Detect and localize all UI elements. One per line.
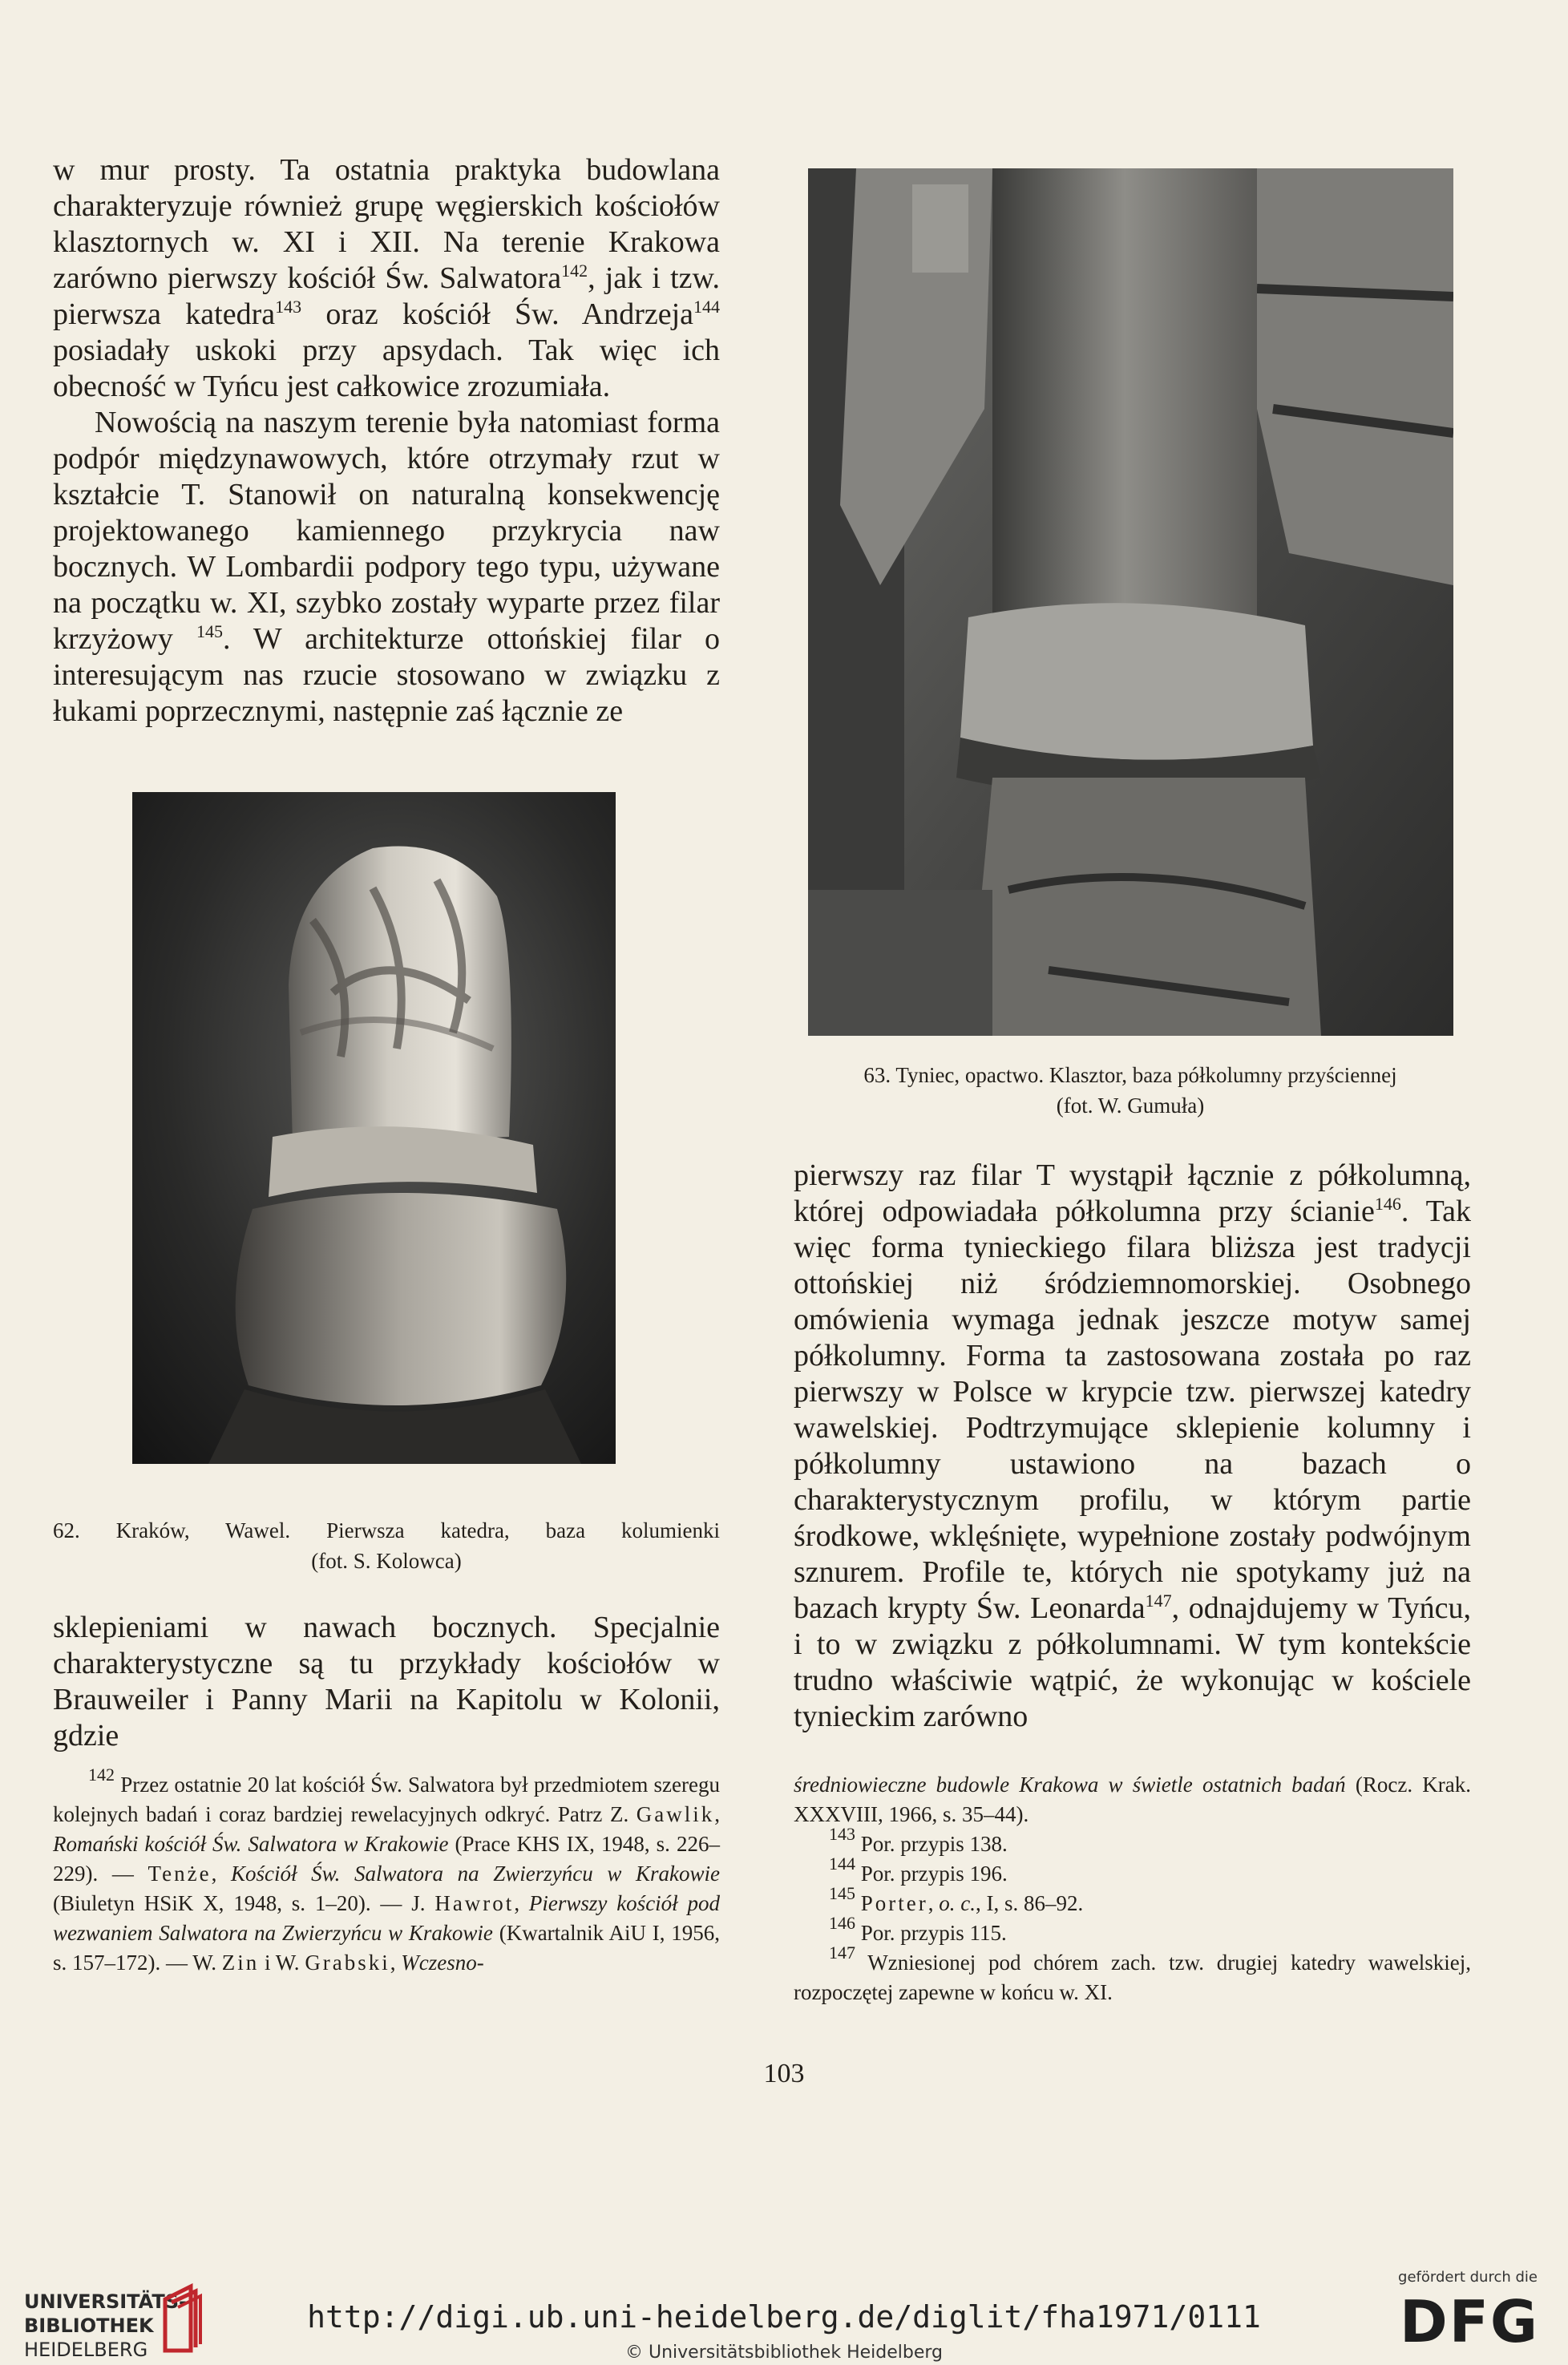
- footnote-ref-147: 147: [1145, 1591, 1172, 1611]
- footnote-142-continued: średniowieczne budowle Krakowa w świetle ostatnich badań (Rocz. Krak. XXXVIII, 1966, s. 35–44).: [794, 1773, 1471, 1826]
- footnotes-right: [794, 1770, 1471, 2007]
- footnote-142: $^{142}$ Przez ostatnie 20 lat kościół Św. Salwatora był przedmiotem szeregu kolejnych badań i coraz bardziej rewelacyjnych odkryć. Patrz Z. Gawlik, Romański kościół Św. Salwatora w Krakowie (Prace KHS IX, 1948, s. 226–229). — Tenże, Kościół Św. Salwatora na Zwierzyńcu w Krakowie (Biuletyn HSiK X, 1948, s. 1–20). — J. Hawrot, Pierwszy kościół pod wezwaniem Salwatora na Zwierzyńcu w Krakowie (Kwartalnik AiU I, 1956, s. 157–172). — W. Zin i W. Grabski, Wczesno-: [53, 1765, 721, 1975]
- footnote-143: $^{143}$ Por. przypis 138.: [829, 1824, 1008, 1856]
- footnote-ref-146: 146: [1374, 1194, 1401, 1214]
- footnote-ref-142: 142: [561, 261, 588, 281]
- library-name: UNIVERSITÄTS- BIBLIOTHEK HEIDELBERG: [24, 2290, 188, 2361]
- left-column-top-text: [53, 152, 720, 730]
- figure-62-photo: [132, 792, 616, 1464]
- footnote-ref-145: 145: [196, 621, 223, 641]
- copyright-notice: © Universitätsbibliothek Heidelberg: [624, 2343, 943, 2363]
- footnote-147: $^{147}$ Wzniesionej pod chórem zach. tzw. drugiej katedry wawelskiej, rozpoczętej zapewne w końcu w. XI.: [794, 1943, 1471, 2004]
- funding-label: gefördert durch die: [1398, 2269, 1538, 2286]
- footnotes-left: [53, 1765, 721, 1978]
- figure-63-caption-line2: (fot. W. Gumuła): [1056, 1094, 1205, 1118]
- figure-63-photo: [808, 168, 1453, 1036]
- footnote-145: $^{145}$ Porter, o. c., I, s. 86–92.: [829, 1883, 1084, 1915]
- right-column-text: [794, 1158, 1471, 1735]
- paragraph-2: Nowością na naszym terenie była natomiast forma podpór międzynawowych, które otrzymały rzut w kształcie T. Stanowił on naturalną konsekwencję projektowanego kamiennego przykrycia naw bocznych. W Lombardii podpory tego typu, używane na początku w. XI, szybko zostały wyparte przez filar krzyżowy $^{145}$. W architekturze ottońskiej filar o interesującym nas rzucie stosowano w związku z łukami poprzecznymi, następnie zaś łącznie ze: [53, 406, 720, 728]
- figure-63-caption: [794, 1060, 1467, 1121]
- figure-63-caption-line1: 63. Tyniec, opactwo. Klasztor, baza półkolumny przyściennej: [863, 1063, 1397, 1087]
- permalink-url[interactable]: http://digi.ub.uni-heidelberg.de/diglit/fha1971/0111: [307, 2299, 1261, 2335]
- dfg-logo: DFG: [1399, 2288, 1539, 2355]
- footnote-ref-144: 144: [693, 297, 721, 317]
- figure-62-caption-line1: 62. Kraków, Wawel. Pierwsza katedra, baza kolumienki: [53, 1518, 720, 1542]
- figure-62-caption: [53, 1515, 720, 1576]
- paragraph-3: sklepieniami w nawach bocznych. Specjalnie charakterystyczne są tu przykłady kościołów w Brauweiler i Panny Marii na Kapitolu w Kolonii, gdzie: [53, 1611, 720, 1753]
- library-footer: [0, 2237, 1568, 2365]
- left-column-bottom-text: [53, 1610, 720, 1754]
- page-number: 103: [763, 2059, 805, 2088]
- figure-62-caption-line2: (fot. S. Kolowca): [311, 1549, 462, 1573]
- paragraph-4: pierwszy raz filar T wystąpił łącznie z półkolumną, której odpowiadała półkolumna przy ścianie$^{146}$. Tak więc forma tynieckiego filara bliższa jest tradycji ottońskiej niż śródziemnomorskiej. Osobnego omówienia wymaga jednak jeszcze motyw samej półkolumny. Forma ta zastosowana została po raz pierwszy w Polsce w krypcie tzw. pierwszej katedry wawelskiej. Podtrzymujące sklepienie kolumny i półkolumny ustawiono na bazach o charakterystycznym profilu, w którym partie środkowe, wklęśnięte, wypełnione zostały podwójnym sznurem. Profile te, których nie spotykamy już na bazach krypty Św. Leonarda$^{147}$, odnajdujemy w Tyńcu, i to w związku z półkolumnami. W tym kontekście trudno właściwie wątpić, że wykonując w kościele tynieckim zarówno: [794, 1158, 1471, 1733]
- paragraph-1: w mur prosty. Ta ostatnia praktyka budowlana charakteryzuje również grupę węgierskich kościołów klasztornych w. XI i XII. Na terenie Krakowa zarówno pierwszy kościół Św. Salwatora$^{142}$, jak i tzw. pierwsza katedra$^{143}$ oraz kościół Św. Andrzeja$^{144}$ posiadały uskoki przy apsydach. Tak więc ich obecność w Tyńcu jest całkowice zrozumiała.: [53, 153, 721, 403]
- footnote-144: $^{144}$ Por. przypis 196.: [829, 1854, 1008, 1886]
- footnote-146: $^{146}$ Por. przypis 115.: [829, 1913, 1007, 1945]
- footnote-ref-143: 143: [275, 297, 302, 317]
